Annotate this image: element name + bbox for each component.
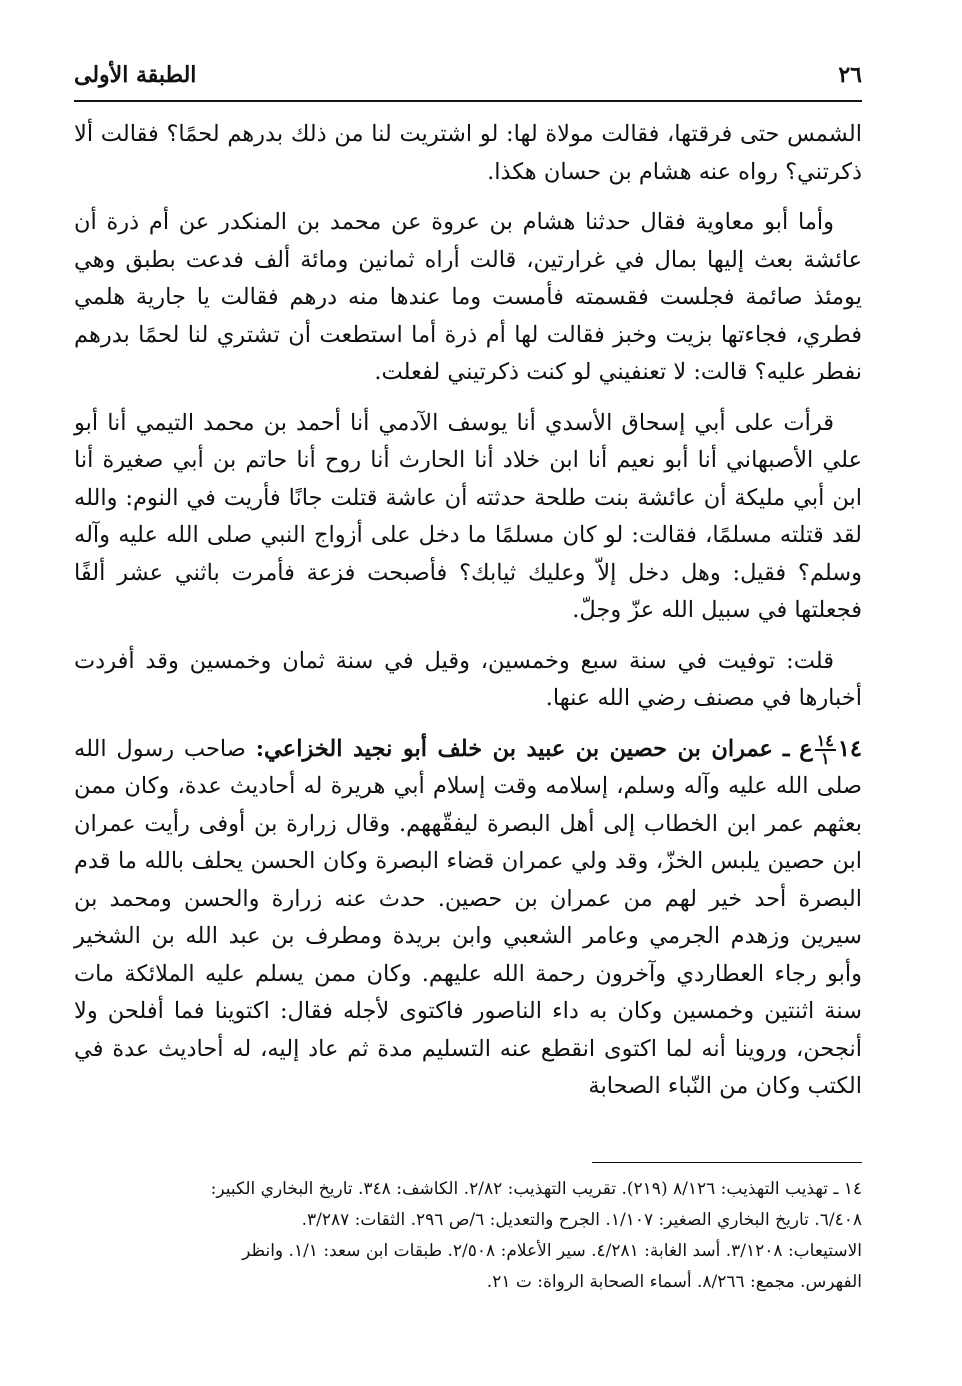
page-number: ٢٦ <box>838 62 862 88</box>
paragraph-2: وأما أبو معاوية فقال حدثنا هشام بن عروة عن محمد بن المنكدر عن أم ذرة أن عائشة بعث إليها بمال في غرارتين، قالت أراه ثمانين ومائة ألف فدعت بطبق وهي يومئذ صائمة فجلست فقسمته فأمست وما عندها منه درهم فقالت يا جارية هلمي فطري، فجاءتها بزيت وخبز فقالت لها أم ذرة أما استطعت أن تشتري لنا لحمًا بدرهم نفطر عليه؟ قالت: لا تعنفيني لو كنت ذكرتيني لفعلت. <box>74 209 862 385</box>
entry-code: ع <box>799 735 813 762</box>
main-text <box>74 116 862 1119</box>
footnote-line-2: ٦/٤٠٨. تاريخ البخاري الصغير: ١/١٠٧. الجرح والتعديل: ٦/ص ٢٩٦. الثقات: ٣/٢٨٧. <box>301 1210 862 1230</box>
header-rule <box>74 100 862 102</box>
running-header <box>74 58 862 92</box>
footnote-line-4: الفهرس. مجمع: ٨/٢٦٦. أسماء الصحابة الرواة: ت ٢١. <box>486 1272 862 1292</box>
footnote-line-1: ١٤ ـ تهذيب التهذيب: ٨/١٢٦ (٢١٩). تقريب التهذيب: ٢/٨٢. الكاشف: ٣٤٨. تاريخ البخاري الكبير: <box>210 1179 862 1199</box>
entry-fraction <box>815 730 836 768</box>
entry-dash: ـ <box>782 735 790 762</box>
paragraph-3: قرأت على أبي إسحاق الأسدي أنا يوسف الآدمي أنا أحمد بن محمد التيمي أنا أبو علي الأصبهاني أنا أبو نعيم أنا ابن خلاد أنا الحارث أنا روح أنا حاتم بن أبي صغيرة أنا ابن أبي مليكة أن عائشة بنت طلحة حدثته أن عاشة قتلت جانًا فأريت في النوم: والله لقد قتلته مسلمًا، فقالت: لو كان مسلمًا ما دخل على أزواج النبي صلى الله عليه وآله وسلم؟ فقيل: وهل دخل إلاّ وعليك ثيابك؟ فأصبحت فزعة فأمرت باثني عشر ألفًا فجعلتها في سبيل الله عزّ وجلّ. <box>74 409 862 623</box>
paragraph-4: قلت: توفيت في سنة سبع وخمسين، وقيل في سنة ثمان وخمسين وقد أفردت أخبارها في مصنف رضي الله عنها. <box>74 647 862 711</box>
entry-fraction-bottom: ١ <box>820 748 830 768</box>
entry-fraction-top: ١٤ <box>816 730 834 750</box>
footnotes <box>74 1174 862 1298</box>
book-page <box>74 0 862 1386</box>
footnote-line-3: الاستيعاب: ٣/١٢٠٨. أسد الغابة: ٤/٢٨١. سير الأعلام: ٢/٥٠٨. طبقات ابن سعد: ١/١. وانظر <box>242 1241 862 1261</box>
footnote-rule <box>592 1162 862 1163</box>
entry-text: صاحب رسول الله صلى الله عليه وآله وسلم، إسلامه وقت إسلام أبي هريرة له أحاديث عدة، وكان ممن بعثهم عمر ابن الخطاب إلى أهل البصرة ليفقّههم. وقال زرارة بن أوفى رأيت عمران ابن حصين يلبس الخزّ، وقد ولي عمران قضاء البصرة وكان الحسن يحلف بالله ما قدم البصرة أحد خير لهم من عمران بن حصين. حدث عنه زرارة والحسن ومحمد بن سيرين وزهدم الجرمي وعامر الشعبي وابن بريدة ومطرف بن عبد الله بن الشخير وأبو رجاء العطاردي وآخرون رحمة الله عليهم. وكان ممن يسلم عليه الملائكة مات سنة اثنتين وخمسين وكان به داء الناصور فاكتوى لأجله فقال: اكتوينا فما أفلحن ولا أنجحن، وروينا أنه لما اكتوى انقطع عنه التسليم مدة ثم عاد إليه، له أحاديث عدة في الكتب وكان من النّباء الصحابة <box>74 735 862 1099</box>
running-title: الطبقة الأولى <box>74 62 197 88</box>
paragraph-1: الشمس حتى فرقتها، فقالت مولاة لها: لو اشتريت لنا من ذلك بدرهم لحمًا؟ فقالت ألا ذكرتني؟ رواه عنه هشام بن حسان هكذا. <box>74 121 862 185</box>
biography-entry <box>74 731 862 1106</box>
entry-number: ١٤ <box>837 735 863 762</box>
entry-name: عمران بن حصين بن عبيد بن خلف أبو نجيد الخزاعي: <box>255 735 773 762</box>
